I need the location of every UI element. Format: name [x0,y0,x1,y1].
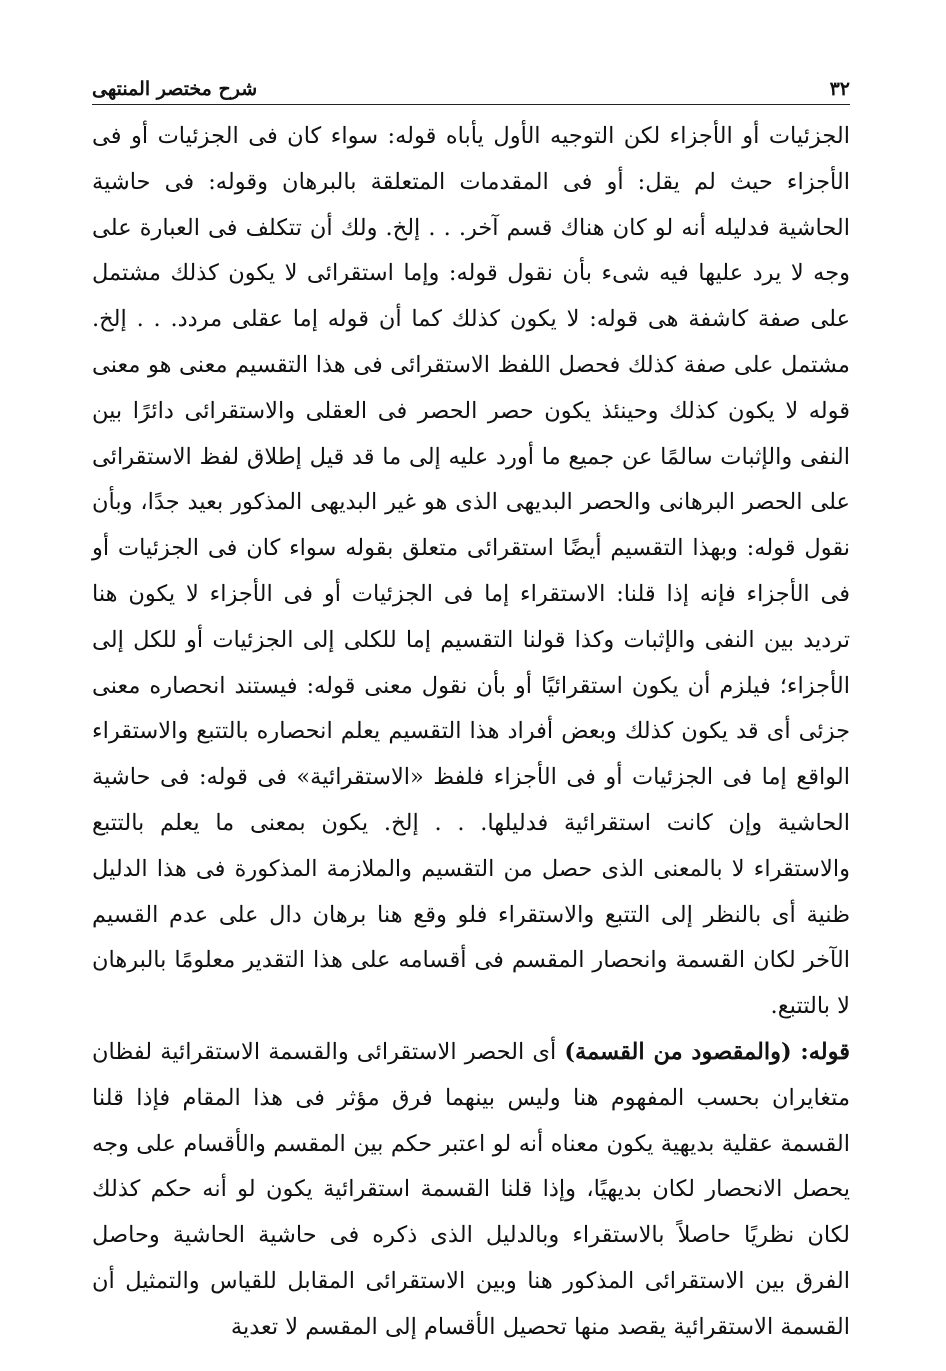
paragraph-2-text: أى الحصر الاستقرائى والقسمة الاستقرائية لفظان متغايران بحسب المفهوم هنا وليس بينهما فرق مؤثر فى هذا المقام فإذا قلنا القسمة عقلية بديهية يكون معناه أنه لو اعتبر حكم بين المقسم والأقسام على وجه يحصل الانحصار لكان بديهيًا، وإذا قلنا القسمة استقرائية يكون لو أنه حكم كذلك لكان نظريًا حاصلاً بالاستقراء وبالدليل الذى ذكره فى حاشية الحاشية وحاصل الفرق بين الاستقرائى المذكور هنا وبين الاستقرائى المقابل للقياس والتمثيل أن القسمة الاستقرائية يقصد منها تحصيل الأقسام إلى المقسم لا تعدية [92,1038,850,1340]
body-text [92,114,850,1351]
page-header [92,66,850,100]
header-divider [92,104,850,105]
page-number: ٣٢ [829,78,850,100]
paragraph-1: الجزئيات أو الأجزاء لكن التوجيه الأول يأباه قوله: سواء كان فى الجزئيات أو فى الأجزاء حيث لم يقل: أو فى المقدمات المتعلقة بالبرهان وقوله: فى حاشية الحاشية فدليله أنه لو كان هناك قسم آخر. . . إلخ. ولك أن تتكلف فى العبارة على وجه لا يرد عليها فيه شىء بأن نقول قوله: وإما استقرائى لا يكون كذلك مشتمل على صفة كاشفة هى قوله: لا يكون كذلك كما أن قوله إما عقلى مردد. . . إلخ. مشتمل على صفة كذلك فحصل اللفظ الاستقرائى فى هذا التقسيم معنى هو معنى قوله لا يكون كذلك وحينئذ يكون حصر الحصر فى العقلى والاستقرائى دائرًا بين النفى والإثبات سالمًا عن جميع ما أورد عليه إلى ما قد قيل إطلاق لفظ الاستقرائى على الحصر البرهانى والحصر البديهى الذى هو غير البديهى المذكور بعيد جدًا، وبأن نقول قوله: وبهذا التقسيم أيضًا استقرائى متعلق بقوله سواء كان فى الجزئيات أو فى الأجزاء فإنه إذا قلنا: الاستقراء إما فى الجزئيات أو فى الأجزاء لا يكون هنا ترديد بين النفى والإثبات وكذا قولنا التقسيم إما للكلى إلى الجزئيات أو للكل إلى الأجزاء؛ فيلزم أن يكون استقرائيًا أو بأن نقول معنى قوله: فيستند انحصاره معنى جزئى أى قد يكون كذلك وبعض أفراد هذا التقسيم يعلم انحصاره بالتتبع والاستقراء الواقع إما فى الجزئيات أو فى الأجزاء فلفظ «الاستقرائية» فى قوله: فى حاشية الحاشية وإن كانت استقرائية فدليلها. . . إلخ. يكون بمعنى ما يعلم بالتتبع والاستقراء لا بالمعنى الذى حصل من التقسيم والملازمة المذكورة فى هذا الدليل ظنية أى بالنظر إلى التتبع والاستقراء فلو وقع هنا برهان دال على عدم القسيم الآخر لكان القسمة وانحصار المقسم فى أقسامه على هذا التقدير معلومًا بالبرهان لا بالتتبع. [92,123,850,1020]
running-title: شرح مختصر المنتهى [92,78,258,100]
paragraph-2-lead: قوله: (والمقصود من القسمة) [564,1038,850,1065]
paragraph-2 [92,1030,850,1351]
